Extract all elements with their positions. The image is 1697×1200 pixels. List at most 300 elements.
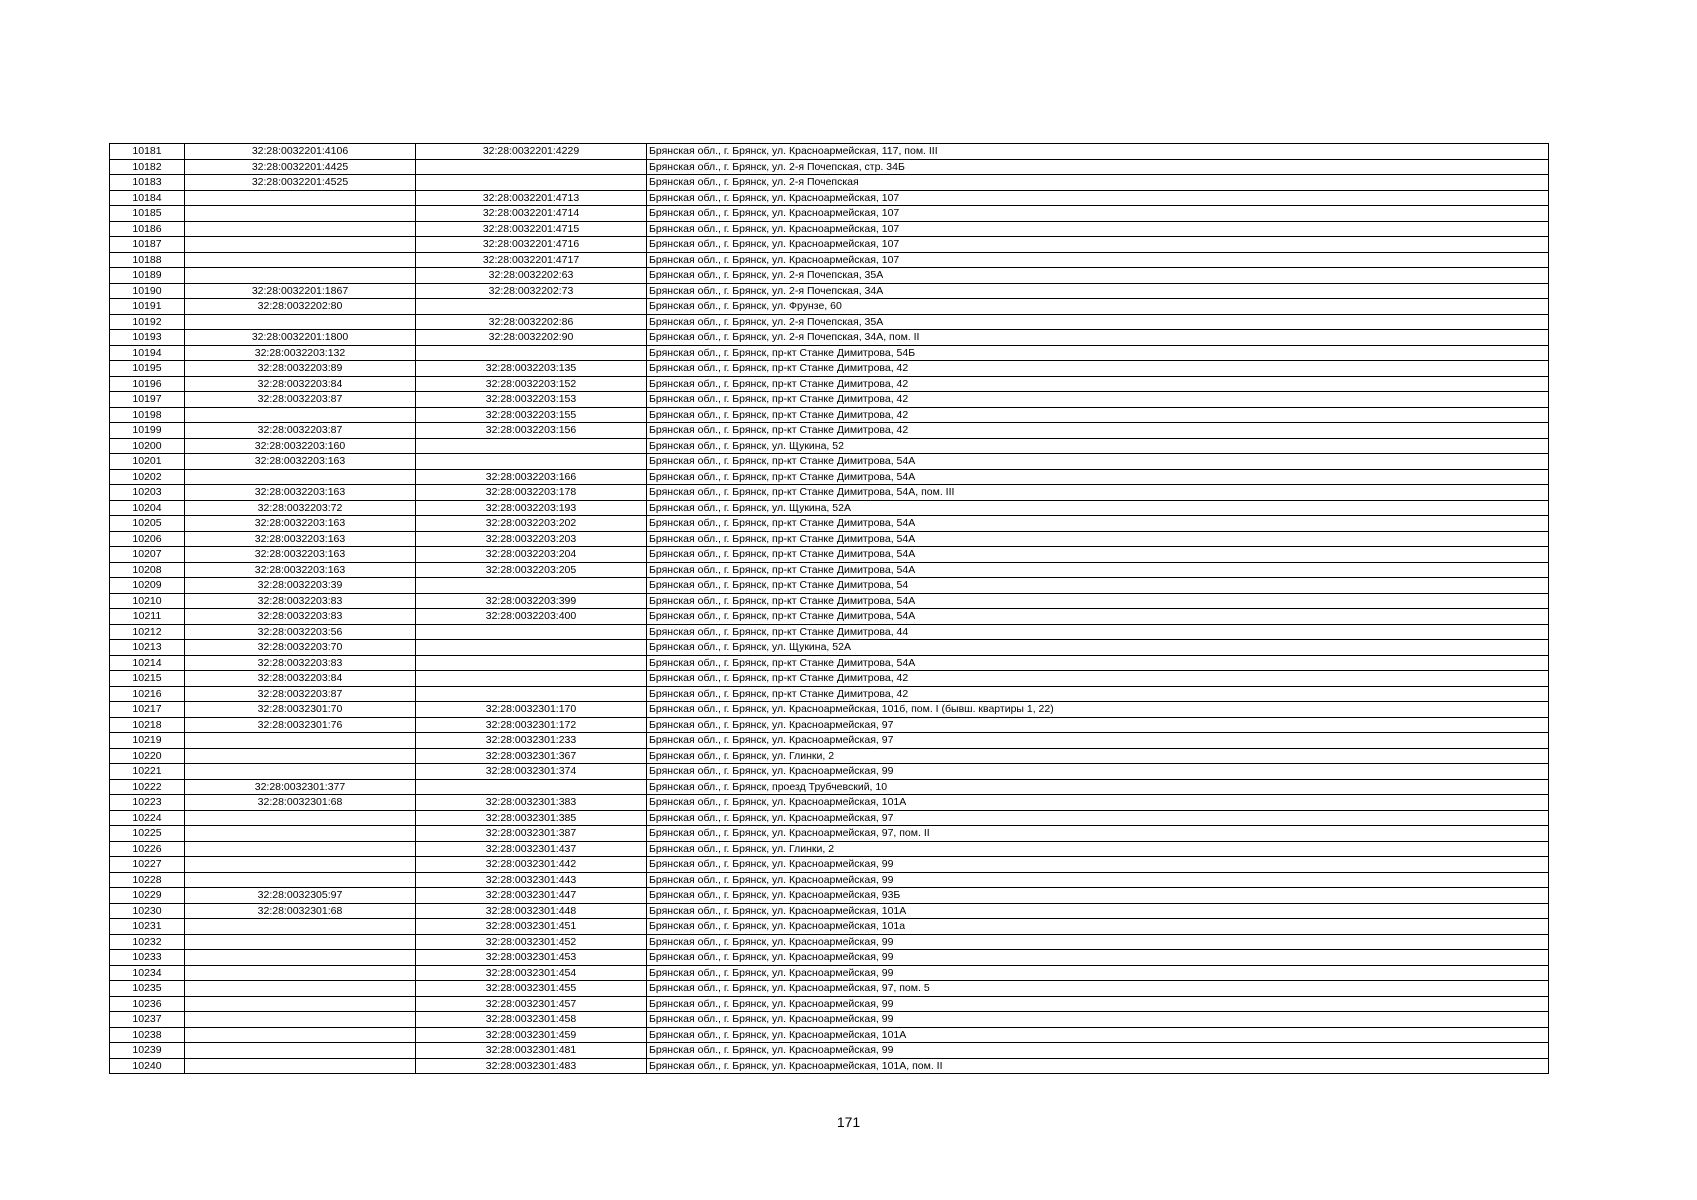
address-cell: Брянская обл., г. Брянск, пр-кт Станке Димитрова, 54Б	[647, 345, 1549, 361]
cadastral-number-2-cell: 32:28:0032301:374	[416, 764, 647, 780]
cadastral-number-2-cell	[416, 159, 647, 175]
table-row	[110, 500, 1549, 516]
address-cell: Брянская обл., г. Брянск, пр-кт Станке Димитрова, 44	[647, 624, 1549, 640]
row-number-cell: 10229	[110, 888, 185, 904]
cadastral-number-2-cell: 32:28:0032301:443	[416, 872, 647, 888]
table-row	[110, 624, 1549, 640]
row-number-cell: 10216	[110, 686, 185, 702]
address-cell: Брянская обл., г. Брянск, пр-кт Станке Димитрова, 54А, пом. III	[647, 485, 1549, 501]
cadastral-number-2-cell: 32:28:0032301:454	[416, 965, 647, 981]
cadastral-number-cell: 32:28:0032203:84	[185, 671, 416, 687]
row-number-cell: 10188	[110, 252, 185, 268]
cadastral-number-cell: 32:28:0032203:163	[185, 562, 416, 578]
table-row	[110, 872, 1549, 888]
row-number-cell: 10228	[110, 872, 185, 888]
table-row	[110, 268, 1549, 284]
cadastral-number-2-cell	[416, 438, 647, 454]
address-cell: Брянская обл., г. Брянск, ул. Красноармейская, 97	[647, 810, 1549, 826]
cadastral-number-2-cell: 32:28:0032301:459	[416, 1027, 647, 1043]
table-row	[110, 423, 1549, 439]
cadastral-number-2-cell: 32:28:0032202:73	[416, 283, 647, 299]
cadastral-number-cell: 32:28:0032201:4525	[185, 175, 416, 191]
table-row	[110, 175, 1549, 191]
cadastral-number-cell: 32:28:0032201:1867	[185, 283, 416, 299]
row-number-cell: 10230	[110, 903, 185, 919]
row-number-cell: 10225	[110, 826, 185, 842]
cadastral-number-cell	[185, 764, 416, 780]
address-cell: Брянская обл., г. Брянск, ул. Красноармейская, 99	[647, 764, 1549, 780]
cadastral-number-2-cell: 32:28:0032301:453	[416, 950, 647, 966]
table-row	[110, 841, 1549, 857]
cadastral-number-cell	[185, 981, 416, 997]
address-cell: Брянская обл., г. Брянск, ул. Фрунзе, 60	[647, 299, 1549, 315]
address-cell: Брянская обл., г. Брянск, ул. Глинки, 2	[647, 748, 1549, 764]
address-cell: Брянская обл., г. Брянск, ул. Красноармейская, 97, пом. II	[647, 826, 1549, 842]
cadastral-number-cell	[185, 841, 416, 857]
cadastral-number-2-cell: 32:28:0032202:63	[416, 268, 647, 284]
cadastral-number-2-cell: 32:28:0032203:152	[416, 376, 647, 392]
cadastral-number-2-cell: 32:28:0032203:400	[416, 609, 647, 625]
cadastral-number-2-cell: 32:28:0032203:156	[416, 423, 647, 439]
cadastral-number-2-cell: 32:28:0032301:385	[416, 810, 647, 826]
cadastral-number-cell: 32:28:0032203:56	[185, 624, 416, 640]
table-row	[110, 190, 1549, 206]
cadastral-number-cell: 32:28:0032203:70	[185, 640, 416, 656]
cadastral-number-cell: 32:28:0032203:83	[185, 609, 416, 625]
row-number-cell: 10235	[110, 981, 185, 997]
table-row	[110, 593, 1549, 609]
table-row	[110, 640, 1549, 656]
address-cell: Брянская обл., г. Брянск, пр-кт Станке Димитрова, 42	[647, 686, 1549, 702]
table-row	[110, 748, 1549, 764]
cadastral-number-cell: 32:28:0032203:83	[185, 593, 416, 609]
row-number-cell: 10202	[110, 469, 185, 485]
cadastral-number-cell: 32:28:0032201:1800	[185, 330, 416, 346]
table-row	[110, 903, 1549, 919]
cadastral-number-cell: 32:28:0032201:4106	[185, 144, 416, 160]
row-number-cell: 10213	[110, 640, 185, 656]
cadastral-number-2-cell: 32:28:0032301:172	[416, 717, 647, 733]
cadastral-number-2-cell: 32:28:0032203:193	[416, 500, 647, 516]
row-number-cell: 10187	[110, 237, 185, 253]
address-cell: Брянская обл., г. Брянск, пр-кт Станке Димитрова, 54А	[647, 531, 1549, 547]
table-row	[110, 717, 1549, 733]
address-cell: Брянская обл., г. Брянск, ул. Красноармейская, 97	[647, 717, 1549, 733]
table-row	[110, 702, 1549, 718]
cadastral-number-2-cell: 32:28:0032301:383	[416, 795, 647, 811]
cadastral-number-cell: 32:28:0032201:4425	[185, 159, 416, 175]
address-cell: Брянская обл., г. Брянск, ул. Красноармейская, 101А	[647, 1027, 1549, 1043]
address-cell: Брянская обл., г. Брянск, ул. Красноармейская, 101А	[647, 795, 1549, 811]
address-cell: Брянская обл., г. Брянск, пр-кт Станке Димитрова, 54А	[647, 454, 1549, 470]
cadastral-number-cell	[185, 1027, 416, 1043]
registry-table-body	[110, 144, 1549, 1074]
table-row	[110, 144, 1549, 160]
row-number-cell: 10186	[110, 221, 185, 237]
cadastral-number-cell: 32:28:0032203:39	[185, 578, 416, 594]
cadastral-number-2-cell: 32:28:0032301:481	[416, 1043, 647, 1059]
row-number-cell: 10200	[110, 438, 185, 454]
cadastral-number-2-cell: 32:28:0032203:204	[416, 547, 647, 563]
address-cell: Брянская обл., г. Брянск, ул. Щукина, 52	[647, 438, 1549, 454]
row-number-cell: 10215	[110, 671, 185, 687]
table-row	[110, 996, 1549, 1012]
page-number: 171	[836, 1114, 861, 1130]
address-cell: Брянская обл., г. Брянск, пр-кт Станке Димитрова, 54А	[647, 593, 1549, 609]
row-number-cell: 10218	[110, 717, 185, 733]
cadastral-number-cell	[185, 221, 416, 237]
address-cell: Брянская обл., г. Брянск, пр-кт Станке Димитрова, 54А	[647, 547, 1549, 563]
cadastral-number-cell	[185, 314, 416, 330]
cadastral-number-cell: 32:28:0032203:87	[185, 392, 416, 408]
row-number-cell: 10196	[110, 376, 185, 392]
table-row	[110, 950, 1549, 966]
table-row	[110, 578, 1549, 594]
row-number-cell: 10193	[110, 330, 185, 346]
cadastral-number-cell: 32:28:0032203:163	[185, 531, 416, 547]
table-row	[110, 330, 1549, 346]
table-row	[110, 609, 1549, 625]
row-number-cell: 10192	[110, 314, 185, 330]
table-row	[110, 516, 1549, 532]
cadastral-number-cell: 32:28:0032301:68	[185, 795, 416, 811]
row-number-cell: 10203	[110, 485, 185, 501]
cadastral-number-cell	[185, 965, 416, 981]
row-number-cell: 10195	[110, 361, 185, 377]
table-row	[110, 314, 1549, 330]
address-cell: Брянская обл., г. Брянск, ул. 2-я Почепская, 34А, пом. II	[647, 330, 1549, 346]
cadastral-number-cell	[185, 919, 416, 935]
table-row	[110, 965, 1549, 981]
table-row	[110, 454, 1549, 470]
cadastral-number-cell: 32:28:0032203:163	[185, 547, 416, 563]
table-row	[110, 1027, 1549, 1043]
row-number-cell: 10199	[110, 423, 185, 439]
table-row	[110, 283, 1549, 299]
row-number-cell: 10232	[110, 934, 185, 950]
table-row	[110, 981, 1549, 997]
address-cell: Брянская обл., г. Брянск, пр-кт Станке Димитрова, 42	[647, 407, 1549, 423]
table-row	[110, 252, 1549, 268]
cadastral-number-cell	[185, 469, 416, 485]
table-row	[110, 469, 1549, 485]
cadastral-number-cell	[185, 872, 416, 888]
row-number-cell: 10205	[110, 516, 185, 532]
table-row	[110, 888, 1549, 904]
cadastral-number-2-cell	[416, 175, 647, 191]
row-number-cell: 10189	[110, 268, 185, 284]
cadastral-number-2-cell: 32:28:0032203:203	[416, 531, 647, 547]
cadastral-number-2-cell: 32:28:0032202:90	[416, 330, 647, 346]
table-row	[110, 531, 1549, 547]
table-row	[110, 919, 1549, 935]
address-cell: Брянская обл., г. Брянск, пр-кт Станке Димитрова, 54А	[647, 469, 1549, 485]
address-cell: Брянская обл., г. Брянск, ул. Красноармейская, 99	[647, 950, 1549, 966]
cadastral-number-cell: 32:28:0032203:132	[185, 345, 416, 361]
cadastral-number-cell: 32:28:0032301:76	[185, 717, 416, 733]
row-number-cell: 10185	[110, 206, 185, 222]
row-number-cell: 10238	[110, 1027, 185, 1043]
address-cell: Брянская обл., г. Брянск, ул. Красноармейская, 101А	[647, 903, 1549, 919]
cadastral-number-2-cell: 32:28:0032201:4716	[416, 237, 647, 253]
address-cell: Брянская обл., г. Брянск, ул. 2-я Почепская, стр. 34Б	[647, 159, 1549, 175]
row-number-cell: 10236	[110, 996, 185, 1012]
address-cell: Брянская обл., г. Брянск, пр-кт Станке Димитрова, 54А	[647, 562, 1549, 578]
table-row	[110, 392, 1549, 408]
cadastral-number-2-cell: 32:28:0032301:457	[416, 996, 647, 1012]
table-row	[110, 826, 1549, 842]
cadastral-number-2-cell: 32:28:0032203:178	[416, 485, 647, 501]
cadastral-number-cell	[185, 810, 416, 826]
cadastral-number-cell	[185, 826, 416, 842]
cadastral-number-cell: 32:28:0032203:87	[185, 423, 416, 439]
cadastral-number-2-cell	[416, 454, 647, 470]
row-number-cell: 10191	[110, 299, 185, 315]
table-row	[110, 376, 1549, 392]
cadastral-number-2-cell	[416, 345, 647, 361]
table-row	[110, 547, 1549, 563]
address-cell: Брянская обл., г. Брянск, ул. Красноармейская, 99	[647, 1043, 1549, 1059]
cadastral-number-cell: 32:28:0032301:377	[185, 779, 416, 795]
cadastral-number-cell	[185, 857, 416, 873]
address-cell: Брянская обл., г. Брянск, пр-кт Станке Димитрова, 54	[647, 578, 1549, 594]
row-number-cell: 10219	[110, 733, 185, 749]
address-cell: Брянская обл., г. Брянск, ул. 2-я Почепская, 34А	[647, 283, 1549, 299]
table-row	[110, 299, 1549, 315]
row-number-cell: 10221	[110, 764, 185, 780]
address-cell: Брянская обл., г. Брянск, проезд Трубчевский, 10	[647, 779, 1549, 795]
table-row	[110, 159, 1549, 175]
cadastral-number-cell: 32:28:0032203:163	[185, 485, 416, 501]
cadastral-number-2-cell	[416, 671, 647, 687]
table-row	[110, 1012, 1549, 1028]
row-number-cell: 10224	[110, 810, 185, 826]
cadastral-number-cell: 32:28:0032301:68	[185, 903, 416, 919]
row-number-cell: 10207	[110, 547, 185, 563]
address-cell: Брянская обл., г. Брянск, пр-кт Станке Димитрова, 42	[647, 392, 1549, 408]
table-row	[110, 733, 1549, 749]
cadastral-number-cell	[185, 1043, 416, 1059]
address-cell: Брянская обл., г. Брянск, ул. Красноармейская, 101б, пом. I (бывш. квартиры 1, 22)	[647, 702, 1549, 718]
table-row	[110, 655, 1549, 671]
table-row	[110, 361, 1549, 377]
cadastral-number-cell: 32:28:0032203:89	[185, 361, 416, 377]
cadastral-number-cell: 32:28:0032203:83	[185, 655, 416, 671]
address-cell: Брянская обл., г. Брянск, ул. 2-я Почепская, 35А	[647, 268, 1549, 284]
row-number-cell: 10217	[110, 702, 185, 718]
row-number-cell: 10208	[110, 562, 185, 578]
table-row	[110, 562, 1549, 578]
table-row	[110, 810, 1549, 826]
table-row	[110, 1058, 1549, 1074]
cadastral-number-2-cell: 32:28:0032301:458	[416, 1012, 647, 1028]
cadastral-number-2-cell	[416, 640, 647, 656]
row-number-cell: 10222	[110, 779, 185, 795]
cadastral-number-2-cell: 32:28:0032203:202	[416, 516, 647, 532]
address-cell: Брянская обл., г. Брянск, ул. Красноармейская, 97, пом. 5	[647, 981, 1549, 997]
cadastral-number-2-cell	[416, 779, 647, 795]
cadastral-number-2-cell	[416, 686, 647, 702]
table-row	[110, 857, 1549, 873]
row-number-cell: 10181	[110, 144, 185, 160]
cadastral-number-2-cell: 32:28:0032203:399	[416, 593, 647, 609]
row-number-cell: 10206	[110, 531, 185, 547]
address-cell: Брянская обл., г. Брянск, ул. Щукина, 52А	[647, 500, 1549, 516]
cadastral-number-cell	[185, 733, 416, 749]
cadastral-number-2-cell: 32:28:0032201:4229	[416, 144, 647, 160]
table-row	[110, 407, 1549, 423]
table-row	[110, 795, 1549, 811]
cadastral-number-cell	[185, 206, 416, 222]
table-row	[110, 1043, 1549, 1059]
address-cell: Брянская обл., г. Брянск, ул. Красноармейская, 107	[647, 221, 1549, 237]
address-cell: Брянская обл., г. Брянск, ул. Красноармейская, 99	[647, 934, 1549, 950]
cadastral-number-cell: 32:28:0032203:163	[185, 454, 416, 470]
cadastral-number-cell: 32:28:0032202:80	[185, 299, 416, 315]
table-row	[110, 345, 1549, 361]
cadastral-number-cell	[185, 934, 416, 950]
cadastral-number-cell	[185, 748, 416, 764]
cadastral-number-cell	[185, 190, 416, 206]
row-number-cell: 10227	[110, 857, 185, 873]
cadastral-number-2-cell: 32:28:0032203:205	[416, 562, 647, 578]
address-cell: Брянская обл., г. Брянск, ул. Глинки, 2	[647, 841, 1549, 857]
cadastral-number-cell	[185, 268, 416, 284]
cadastral-number-2-cell: 32:28:0032301:367	[416, 748, 647, 764]
row-number-cell: 10198	[110, 407, 185, 423]
row-number-cell: 10201	[110, 454, 185, 470]
address-cell: Брянская обл., г. Брянск, пр-кт Станке Димитрова, 42	[647, 671, 1549, 687]
row-number-cell: 10197	[110, 392, 185, 408]
cadastral-number-cell: 32:28:0032203:163	[185, 516, 416, 532]
cadastral-number-2-cell: 32:28:0032203:166	[416, 469, 647, 485]
table-row	[110, 206, 1549, 222]
cadastral-number-cell	[185, 237, 416, 253]
cadastral-number-cell: 32:28:0032203:84	[185, 376, 416, 392]
address-cell: Брянская обл., г. Брянск, пр-кт Станке Димитрова, 42	[647, 361, 1549, 377]
address-cell: Брянская обл., г. Брянск, ул. Красноармейская, 117, пом. III	[647, 144, 1549, 160]
cadastral-number-2-cell: 32:28:0032301:448	[416, 903, 647, 919]
cadastral-number-cell	[185, 996, 416, 1012]
cadastral-number-2-cell: 32:28:0032301:387	[416, 826, 647, 842]
row-number-cell: 10226	[110, 841, 185, 857]
row-number-cell: 10183	[110, 175, 185, 191]
cadastral-number-2-cell: 32:28:0032202:86	[416, 314, 647, 330]
cadastral-number-2-cell: 32:28:0032301:447	[416, 888, 647, 904]
cadastral-number-cell	[185, 407, 416, 423]
row-number-cell: 10194	[110, 345, 185, 361]
row-number-cell: 10240	[110, 1058, 185, 1074]
address-cell: Брянская обл., г. Брянск, ул. Красноармейская, 107	[647, 190, 1549, 206]
row-number-cell: 10211	[110, 609, 185, 625]
cadastral-number-2-cell: 32:28:0032301:170	[416, 702, 647, 718]
table-row	[110, 764, 1549, 780]
row-number-cell: 10237	[110, 1012, 185, 1028]
cadastral-number-2-cell: 32:28:0032301:451	[416, 919, 647, 935]
table-row	[110, 237, 1549, 253]
row-number-cell: 10190	[110, 283, 185, 299]
cadastral-number-2-cell: 32:28:0032301:452	[416, 934, 647, 950]
address-cell: Брянская обл., г. Брянск, ул. Щукина, 52А	[647, 640, 1549, 656]
address-cell: Брянская обл., г. Брянск, ул. Красноармейская, 99	[647, 872, 1549, 888]
cadastral-number-2-cell: 32:28:0032301:233	[416, 733, 647, 749]
row-number-cell: 10209	[110, 578, 185, 594]
address-cell: Брянская обл., г. Брянск, ул. Красноармейская, 97	[647, 733, 1549, 749]
cadastral-number-2-cell: 32:28:0032201:4713	[416, 190, 647, 206]
cadastral-number-2-cell: 32:28:0032203:155	[416, 407, 647, 423]
cadastral-number-2-cell: 32:28:0032301:442	[416, 857, 647, 873]
cadastral-number-cell: 32:28:0032203:87	[185, 686, 416, 702]
cadastral-number-cell	[185, 950, 416, 966]
address-cell: Брянская обл., г. Брянск, ул. Красноармейская, 99	[647, 996, 1549, 1012]
cadastral-number-cell: 32:28:0032203:72	[185, 500, 416, 516]
address-cell: Брянская обл., г. Брянск, пр-кт Станке Димитрова, 54А	[647, 516, 1549, 532]
address-cell: Брянская обл., г. Брянск, ул. Красноармейская, 101А, пом. II	[647, 1058, 1549, 1074]
cadastral-number-cell: 32:28:0032301:70	[185, 702, 416, 718]
cadastral-number-2-cell	[416, 624, 647, 640]
address-cell: Брянская обл., г. Брянск, ул. Красноармейская, 107	[647, 252, 1549, 268]
cadastral-number-2-cell: 32:28:0032301:483	[416, 1058, 647, 1074]
row-number-cell: 10234	[110, 965, 185, 981]
address-cell: Брянская обл., г. Брянск, ул. Красноармейская, 99	[647, 857, 1549, 873]
row-number-cell: 10184	[110, 190, 185, 206]
cadastral-number-2-cell	[416, 578, 647, 594]
table-row	[110, 221, 1549, 237]
address-cell: Брянская обл., г. Брянск, ул. Красноармейская, 101а	[647, 919, 1549, 935]
cadastral-number-cell	[185, 1012, 416, 1028]
table-row	[110, 686, 1549, 702]
address-cell: Брянская обл., г. Брянск, ул. Красноармейская, 93Б	[647, 888, 1549, 904]
cadastral-number-2-cell: 32:28:0032301:437	[416, 841, 647, 857]
row-number-cell: 10223	[110, 795, 185, 811]
row-number-cell: 10233	[110, 950, 185, 966]
cadastral-number-cell	[185, 252, 416, 268]
cadastral-number-cell: 32:28:0032203:160	[185, 438, 416, 454]
address-cell: Брянская обл., г. Брянск, пр-кт Станке Димитрова, 42	[647, 376, 1549, 392]
table-row	[110, 934, 1549, 950]
cadastral-number-2-cell: 32:28:0032201:4715	[416, 221, 647, 237]
row-number-cell: 10231	[110, 919, 185, 935]
cadastral-number-cell	[185, 1058, 416, 1074]
row-number-cell: 10212	[110, 624, 185, 640]
address-cell: Брянская обл., г. Брянск, пр-кт Станке Димитрова, 54А	[647, 609, 1549, 625]
table-row	[110, 485, 1549, 501]
address-cell: Брянская обл., г. Брянск, пр-кт Станке Димитрова, 54А	[647, 655, 1549, 671]
registry-table	[109, 143, 1549, 1074]
address-cell: Брянская обл., г. Брянск, ул. 2-я Почепская, 35А	[647, 314, 1549, 330]
table-row	[110, 779, 1549, 795]
cadastral-number-2-cell	[416, 655, 647, 671]
cadastral-number-2-cell	[416, 299, 647, 315]
address-cell: Брянская обл., г. Брянск, ул. Красноармейская, 99	[647, 965, 1549, 981]
row-number-cell: 10182	[110, 159, 185, 175]
cadastral-number-cell: 32:28:0032305:97	[185, 888, 416, 904]
address-cell: Брянская обл., г. Брянск, пр-кт Станке Димитрова, 42	[647, 423, 1549, 439]
table-row	[110, 438, 1549, 454]
cadastral-number-2-cell: 32:28:0032301:455	[416, 981, 647, 997]
row-number-cell: 10220	[110, 748, 185, 764]
cadastral-number-2-cell: 32:28:0032201:4717	[416, 252, 647, 268]
row-number-cell: 10210	[110, 593, 185, 609]
row-number-cell: 10204	[110, 500, 185, 516]
table-row	[110, 671, 1549, 687]
row-number-cell: 10239	[110, 1043, 185, 1059]
cadastral-number-2-cell: 32:28:0032203:153	[416, 392, 647, 408]
address-cell: Брянская обл., г. Брянск, ул. Красноармейская, 99	[647, 1012, 1549, 1028]
address-cell: Брянская обл., г. Брянск, ул. Красноармейская, 107	[647, 237, 1549, 253]
row-number-cell: 10214	[110, 655, 185, 671]
address-cell: Брянская обл., г. Брянск, ул. 2-я Почепская	[647, 175, 1549, 191]
